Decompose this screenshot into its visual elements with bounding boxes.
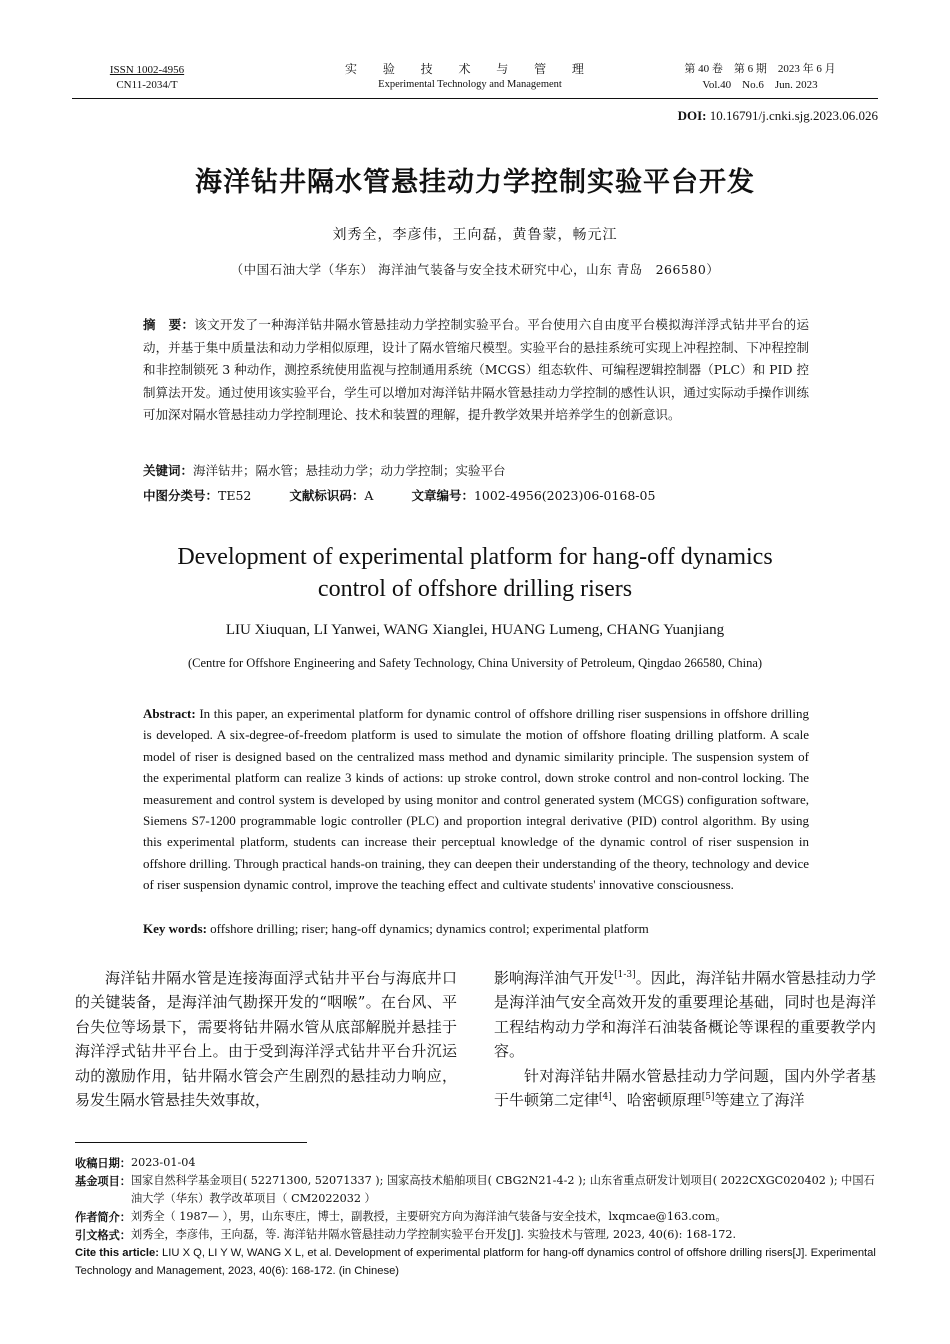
journal-name <box>300 61 640 93</box>
doi <box>678 108 878 124</box>
fund-info: 基金项目： 国家自然科学基金项目( 52271300, 52071337 ); 国家高技术船舶项目( CBG2N21-4-2 ); 山东省重点研发计划项目( 2022CXGC020402 ); 中国石油大学（华东）教学改革项目（ CM2022032 ） <box>75 1174 875 1205</box>
article-number-label: 文章编号： <box>411 488 474 503</box>
authors-en: LIU Xiuquan, LI Yanwei, WANG Xianglei, HUANG Lumeng, CHANG Yuanjiang <box>225 622 725 638</box>
author-bio: 作者简介： 刘秀全（ 1987— ），男，山东枣庄，博士，副教授，主要研究方向为海洋油气装备与安全技术，lxqmcae@163.com。 <box>75 1210 727 1224</box>
title-cn: 海洋钻井隔水管悬挂动力学控制实验平台开发 <box>195 167 755 198</box>
title-en-line-1: Development of experimental platform for hang-off dynamics <box>177 544 773 570</box>
journal-name-en: Experimental Technology and Management <box>378 79 562 90</box>
body-paragraph: 针对海洋钻井隔水管悬挂动力学问题，国内外学者基于牛顿第二定律[4]、哈密顿原理[5]等建立了海洋 <box>494 1066 876 1110</box>
citation-en: Cite this article: LIU X Q, LI Y W, WANG X L, et al. Development of experimental platform for hang-off dynamics control of offshore drilling risers[J]. Experimental Technology and Management, 2023, 40(6): 168-172. (in Chinese) <box>75 1247 876 1277</box>
issn-block <box>72 63 222 93</box>
abstract-cn <box>143 314 809 427</box>
issue-cn: 第 40 卷 第 6 期 2023 年 6 月 <box>684 63 836 75</box>
title-en <box>60 541 890 605</box>
header-rule <box>72 98 878 99</box>
abstract-cn-text: 该文开发了一种海洋钻井隔水管悬挂动力学控制实验平台。平台使用六自由度平台模拟海洋浮式钻井平台的运动，并基于集中质量法和动力学相似原理，设计了隔水管缩尺模型。实验平台的悬挂系统可实现上冲程控制、下冲程控制和非控制锁死 3 种动作，测控系统使用监视与控制通用系统（MCGS）组态软件、可编程逻辑控制器（PLC）和 PID 控制算法开发。通过使用该实验平台，学生可以增加对海洋钻井隔水管悬挂动力学控制的感性认识，通过实际动手操作训练可加深对隔水管悬挂动力学控制理论、技术和装置的理解，提升教学效果并培养学生的创新意识。 <box>143 317 809 423</box>
journal-name-cn: 实 验 技 术 与 管 理 <box>345 62 595 76</box>
article-number-value: 1002-4956(2023)06-0168-05 <box>473 488 656 503</box>
body-column-left <box>75 966 457 1112</box>
citation-ref[interactable]: [1-3] <box>614 970 636 980</box>
clc-label: 中图分类号： <box>143 488 219 503</box>
keywords-cn-text: 海洋钻井；隔水管；悬挂动力学；动力学控制；实验平台 <box>193 463 506 478</box>
citation-cn: 引文格式： 刘秀全，李彦伟，王向磊，等. 海洋钻井隔水管悬挂动力学控制实验平台开发[J]. 实验技术与管理, 2023, 40(6): 168-172. <box>75 1228 737 1242</box>
keywords-en-label: Key words: <box>143 921 207 936</box>
issue-en: Vol.40 No.6 Jun. 2023 <box>702 79 818 91</box>
abstract-en-label: Abstract: <box>143 706 196 721</box>
classification-cn <box>143 486 809 506</box>
cn-number: CN11-2034/T <box>116 79 178 91</box>
doi-label: DOI: <box>677 108 707 123</box>
issn: ISSN 1002-4956 <box>109 64 185 76</box>
keywords-cn-label: 关键词： <box>143 463 194 478</box>
title-en-line-2: control of offshore drilling risers <box>317 576 633 602</box>
footnote-rule <box>75 1142 307 1143</box>
citation-ref[interactable]: [4] <box>599 1092 612 1103</box>
doi-value[interactable]: 10.16791/j.cnki.sjg.2023.06.026 <box>709 108 878 123</box>
keywords-en-text: offshore drilling; riser; hang-off dynamics; dynamics control; experimental platform <box>206 921 649 936</box>
body-column-right <box>494 966 876 1112</box>
doc-code-value: A <box>364 488 374 503</box>
affiliation-cn: （中国石油大学（华东） 海洋油气装备与安全技术研究中心，山东 青岛 266580） <box>230 262 720 277</box>
citation-ref[interactable]: [5] <box>701 1092 715 1103</box>
authors-cn: 刘秀全，李彦伟，王向磊，黄鲁蒙，畅元江 <box>332 227 618 243</box>
keywords-en <box>143 918 809 939</box>
received-date: 收稿日期： 2023-01-04 <box>75 1156 196 1170</box>
affiliation-en: (Centre for Offshore Engineering and Safety Technology, China University of Petroleum, Qingdao 266580, China) <box>187 656 763 670</box>
doc-code-label: 文献标识码： <box>289 488 365 503</box>
keywords-cn <box>143 461 809 481</box>
abstract-en-text: In this paper, an experimental platform for dynamic control of offshore drilling riser suspensions in offshore drilling is developed. A six-degree-of-freedom platform is used to simulate the motion of offshore floating drilling platform. A scale model of riser is designed based on the centralized mass method and dynamic similarity principle. The suspension system of the experimental platform can realize 3 kinds of actions: up stroke control, down stroke control and non-control locking. The measurement and control system is developed by using monitor and control generated system (MCGS) configuration software, Siemens S7-1200 programmable logic controller (PLC) and proportion integral derivative (PID) control algorithm. By using this experimental platform, students can increase their perceptual knowledge of the dynamic control of riser suspension in offshore drilling. Through practical hands-on training, they can deepen their understanding of the theory, technology and device of riser suspension dynamic control, improve the teaching effect and cultivate students' innovative consciousness. <box>143 706 809 893</box>
issue-info <box>640 61 880 93</box>
footnotes <box>75 1154 881 1280</box>
body-paragraph: 影响海洋油气开发[1-3]。因此，海洋钻井隔水管悬挂动力学是海洋油气安全高效开发的重要理论基础，同时也是海洋工程结构动力学和海洋石油装备概论等课程的重要教学内容。 <box>494 969 876 1061</box>
abstract-en <box>143 703 809 896</box>
clc-value: TE52 <box>218 488 252 503</box>
body-paragraph: 海洋钻井隔水管是连接海面浮式钻井平台与海底井口的关键装备，是海洋油气勘探开发的“咽喉”。在台风、平台失位等场景下，需要将钻井隔水管从底部解脱并悬挂于海洋浮式钻井平台上。由于受到海洋浮式钻井平台升沉运动的激励作用，钻井隔水管会产生剧烈的悬挂动力响应，易发生隔水管悬挂失效事故， <box>75 969 457 1110</box>
abstract-cn-label: 摘 要： <box>143 317 195 332</box>
